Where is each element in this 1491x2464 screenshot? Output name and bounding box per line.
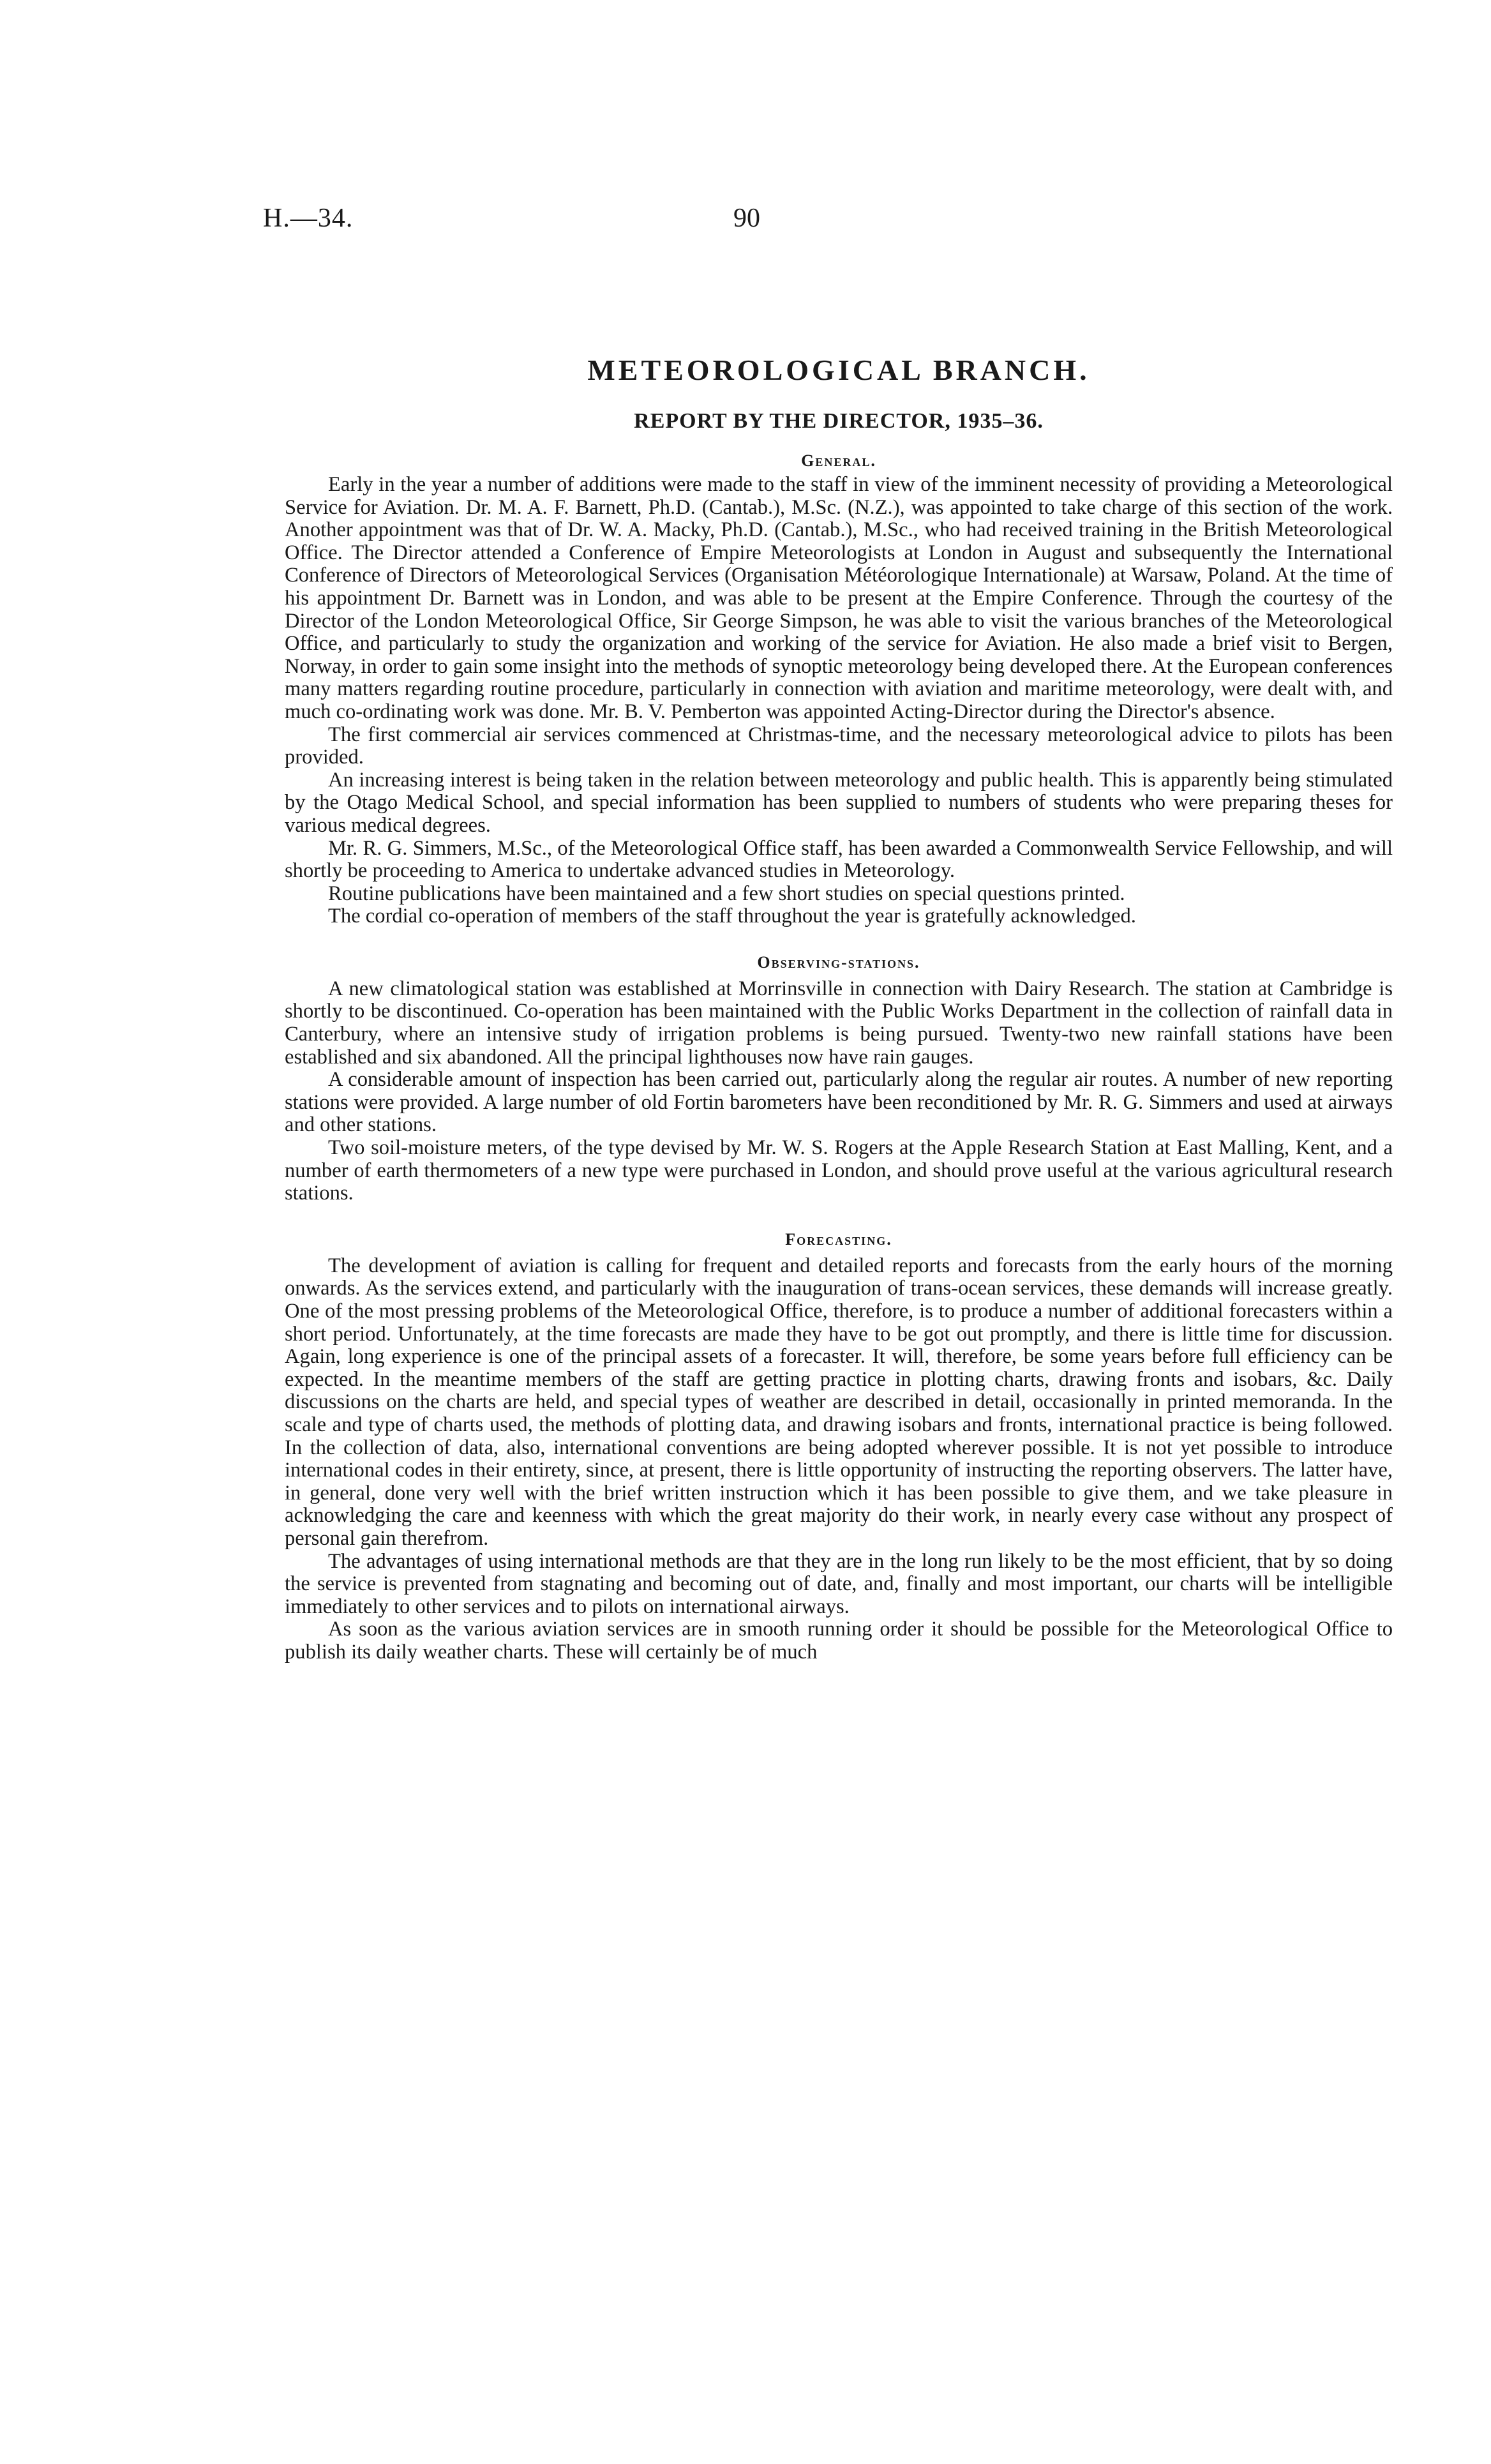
report-title: REPORT BY THE DIRECTOR, 1935–36. <box>634 409 1044 433</box>
branch-title: METEOROLOGICAL BRANCH. <box>587 354 1090 386</box>
paragraph: Mr. R. G. Simmers, M.Sc., of the Meteorological Office staff, has been awarded a Commonwealth Service Fellowship, and will shortly be proceeding to America to undertake advanced studies in Meteorology. <box>285 836 1393 883</box>
paragraph: The cordial co-operation of members of the staff throughout the year is gratefully acknowledged. <box>328 905 1136 928</box>
paragraph: The development of aviation is calling for frequent and detailed reports and forecasts from the early hours of the morning onwards. As the services extend, and particularly with the inauguration of trans-ocean services, these demands will increase greatly. One of the most pressing problems of the Meteorological Office, therefore, is to produce a number of additional forecasters within a short period. Unfortunately, at the time forecasts are made they have to be got out promptly, and there is little time for discussion. Again, long experience is one of the principal assets of a forecaster. It will, therefore, be some years before full efficiency can be expected. In the meantime members of the staff are getting practice in plotting charts, drawing fronts and isobars, &c. Daily discussions on the charts are held, and special types of weather are described in detail, occasionally in printed memoranda. In the scale and type of charts used, the methods of plotting data, and drawing isobars and fronts, international practice is being followed. In the collection of data, also, international conventions are being adopted wherever possible. It is not yet possible to introduce international codes in their entirety, since, at present, there is little opportunity of instructing the reporting observers. The latter have, in general, done very well with the brief written instruction which it has been possible to give them, and we take pleasure in acknowledging the care and keenness with which the great majority do their work, in nearly every case without any prospect of personal gain therefrom. <box>285 1254 1393 1550</box>
section-heading-general: General. <box>801 451 876 470</box>
report-body <box>285 352 1393 1664</box>
page-number: 90 <box>733 204 760 233</box>
paragraph: Routine publications have been maintained and a few short studies on special questions printed. <box>328 882 1125 905</box>
section-heading-observing-stations: Observing-stations. <box>757 952 920 972</box>
paragraph: The advantages of using international methods are that they are in the long run likely to be the most efficient, that by so doing the service is prevented from stagnating and becoming out of date, and, finally and most important, our charts will be intelligible immediately to other services and to pilots on international airways. <box>285 1549 1393 1618</box>
paragraph: The first commercial air services commenced at Christmas-time, and the necessary meteorological advice to pilots has been provided. <box>285 723 1393 769</box>
paragraph: A new climatological station was established at Morrinsville in connection with Dairy Research. The station at Cambridge is shortly to be discontinued. Co-operation has been maintained with the Public Works Department in the collection of rainfall data in Canterbury, where an intensive study of irrigation problems is being pursued. Twenty-two new rainfall stations have been established and six abandoned. All the principal lighthouses now have rain gauges. <box>285 977 1393 1069</box>
paragraph: An increasing interest is being taken in the relation between meteorology and public health. This is apparently being stimulated by the Otago Medical School, and special information has been supplied to numbers of students who were preparing theses for various medical degrees. <box>285 768 1393 837</box>
section-heading-forecasting: Forecasting. <box>785 1229 892 1249</box>
paragraph: A considerable amount of inspection has been carried out, particularly along the regular air routes. A number of new reporting stations were provided. A large number of old Fortin barometers have been reconditioned by Mr. R. G. Simmers and used at airways and other stations. <box>285 1068 1393 1137</box>
paragraph: Early in the year a number of additions were made to the staff in view of the imminent necessity of providing a Meteorological Service for Aviation. Dr. M. A. F. Barnett, Ph.D. (Cantab.), M.Sc. (N.Z.), was appointed to take charge of this section of the work. Another appointment was that of Dr. W. A. Macky, Ph.D. (Cantab.), M.Sc., who had received training in the British Meteorological Office. The Director attended a Conference of Empire Meteorologists at London in August and subsequently the International Conference of Directors of Meteorological Services (Organisation Météorologique Internationale) at Warsaw, Poland. At the time of his appointment Dr. Barnett was in London, and was able to be present at the Empire Conference. Through the courtesy of the Director of the London Meteorological Office, Sir George Simpson, he was able to visit the various branches of the Meteorological Office, and particularly to study the organization and working of the service for Aviation. He also made a brief visit to Bergen, Norway, in order to gain some insight into the methods of synoptic meteorology being developed there. At the European conferences many matters regarding routine procedure, particularly in connection with aviation and maritime meteorology, were dealt with, and much co-ordinating work was done. Mr. B. V. Pemberton was appointed Acting-Director during the Director's absence. <box>285 473 1393 723</box>
page-identifier: H.—34. <box>263 204 354 233</box>
paragraph: Two soil-moisture meters, of the type devised by Mr. W. S. Rogers at the Apple Research Station at East Malling, Kent, and a number of earth thermometers of a new type were purchased in London, and should prove useful at the various agricultural research stations. <box>285 1136 1393 1205</box>
paragraph: As soon as the various aviation services are in smooth running order it should be possible for the Meteorological Office to publish its daily weather charts. These will certainly be of much <box>285 1618 1393 1664</box>
